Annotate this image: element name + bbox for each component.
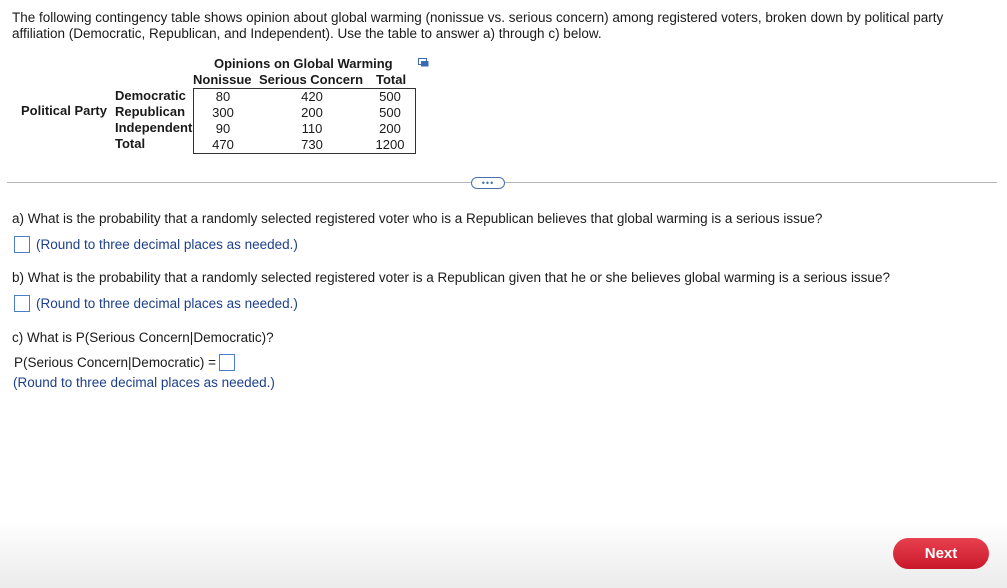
- question-b-text: b) What is the probability that a randomly selected registered voter is a Republican given that he or she believes global warming is a serious issue?: [12, 270, 890, 285]
- column-header-serious-concern: Serious Concern: [259, 72, 364, 87]
- column-header-nonissue: Nonissue: [193, 72, 252, 87]
- table-cell: 1200: [375, 137, 405, 152]
- more-button[interactable]: •••: [471, 177, 505, 189]
- table-cell: 470: [212, 137, 234, 152]
- question-c-text: c) What is P(Serious Concern|Democratic)?: [12, 330, 274, 345]
- row-label-democratic: Democratic: [115, 88, 186, 103]
- answer-b-hint: (Round to three decimal places as needed.): [36, 296, 298, 311]
- answer-c-equation: P(Serious Concern|Democratic) =: [14, 355, 216, 370]
- table-cell: 200: [379, 121, 401, 136]
- answer-b-row: [14, 295, 298, 312]
- row-group-label: Political Party: [21, 103, 107, 118]
- table-cell: 110: [301, 121, 323, 136]
- answer-a-hint: (Round to three decimal places as needed.): [36, 237, 298, 252]
- problem-intro: The following contingency table shows opinion about global warming (nonissue vs. serious concern) among registered voters, broken down by political party affiliation (Democratic, Republican, and Independent). Use the table to answer a) through c) below.: [12, 10, 944, 41]
- table-cell: 90: [215, 121, 231, 136]
- table-cell: 500: [379, 105, 401, 120]
- table-cell: 730: [301, 137, 323, 152]
- answer-c-row: [14, 354, 235, 371]
- row-label-republican: Republican: [115, 104, 186, 119]
- next-button[interactable]: Next: [893, 538, 989, 569]
- answer-b-input[interactable]: [14, 295, 30, 312]
- table-cell: 200: [301, 105, 323, 120]
- copy-table-icon[interactable]: [418, 58, 429, 67]
- answer-a-row: [14, 236, 298, 253]
- table-cell: 80: [215, 89, 231, 104]
- answer-c-hint: (Round to three decimal places as needed.): [13, 375, 275, 390]
- table-cell: 420: [301, 89, 323, 104]
- question-a-text: a) What is the probability that a randomly selected registered voter who is a Republican believes that global warming is a serious issue?: [12, 211, 823, 226]
- footer-bar: [0, 520, 1007, 588]
- table-cell: 500: [379, 89, 401, 104]
- table-cell: 300: [212, 105, 234, 120]
- answer-c-input[interactable]: [219, 354, 235, 371]
- answer-a-input[interactable]: [14, 236, 30, 253]
- row-label-independent: Independent: [115, 120, 193, 135]
- table-heading: Opinions on Global Warming: [214, 56, 393, 71]
- column-header-total: Total: [376, 72, 407, 87]
- row-label-total: Total: [115, 136, 146, 151]
